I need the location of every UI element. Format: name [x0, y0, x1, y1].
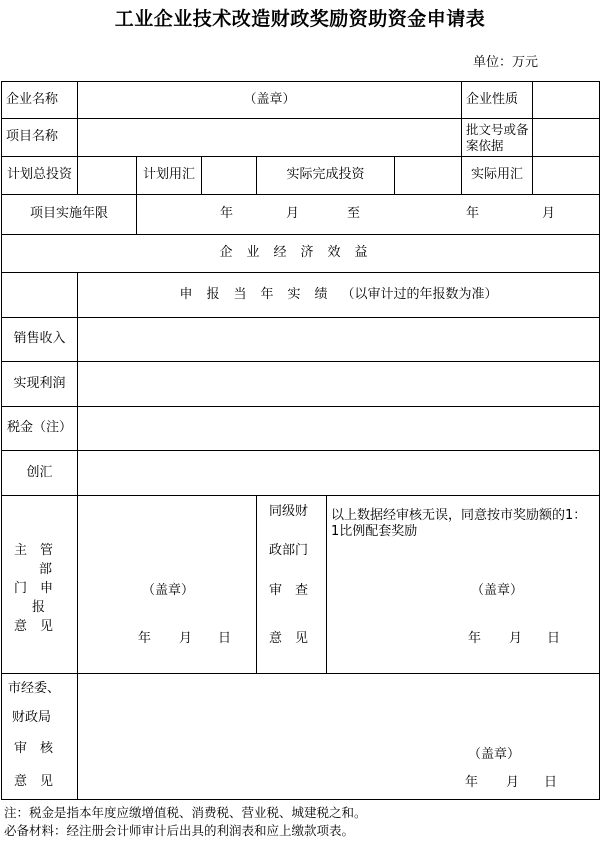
city-label-line1: 市经委、 [8, 681, 61, 696]
tax-field[interactable] [78, 407, 600, 451]
application-form-table [1, 81, 600, 800]
declare-header: 申报当年实绩 [179, 286, 342, 302]
planned-investment-field[interactable] [78, 157, 137, 195]
finance-label-line3: 审 查 [269, 583, 309, 598]
city-label-line2: 财政局 [12, 710, 52, 725]
actual-forex-field[interactable] [533, 157, 600, 195]
period-start-month: 月 [286, 206, 300, 221]
forex-earn-label: 创汇 [2, 451, 78, 496]
planned-forex-field[interactable] [202, 157, 257, 195]
city-review-label [2, 674, 78, 800]
dept-opinion-field[interactable] [78, 496, 257, 674]
period-start-year: 年 [220, 206, 234, 221]
dept-opinion-label [2, 496, 78, 674]
city-label-line3: 审 核 [14, 741, 54, 756]
dept-label-line1: 主 管 [14, 543, 54, 558]
company-nature-label: 企业性质 [462, 82, 533, 119]
dept-label-line3: 门 申 [14, 581, 54, 596]
actual-forex-label: 实际用汇 [462, 157, 533, 195]
row-benefit-header [2, 235, 600, 273]
row-tax [2, 407, 600, 451]
actual-investment-label: 实际完成投资 [257, 157, 395, 195]
declare-header-blank [2, 273, 78, 318]
finance-opinion-field[interactable] [327, 496, 600, 674]
planned-investment-label: 计划总投资 [2, 157, 78, 195]
finance-date-day: 日 [547, 631, 561, 646]
finance-opinion-label [257, 496, 327, 674]
company-name-field[interactable] [78, 82, 462, 119]
finance-date-year: 年 [468, 631, 482, 646]
row-city-review [2, 674, 600, 800]
row-opinions [2, 496, 600, 674]
city-seal: （盖章） [468, 747, 521, 762]
row-period [2, 195, 600, 235]
note-materials: 必备材料：经注册会计师审计后出具的利润表和应上缴款项表。 [4, 823, 355, 838]
dept-seal: （盖章） [142, 583, 195, 598]
finance-opinion-text: 以上数据经审核无误，同意按市奖励额的1：1比例配套奖励 [331, 508, 587, 540]
project-name-field[interactable] [78, 119, 462, 157]
row-project-name [2, 119, 600, 157]
row-company-name [2, 82, 600, 119]
company-name-label: 企业名称 [2, 82, 78, 119]
dept-date-year: 年 [138, 631, 152, 646]
period-field[interactable] [137, 195, 600, 235]
dept-label-line2: 部 [39, 562, 53, 577]
actual-investment-field[interactable] [395, 157, 462, 195]
row-investment [2, 157, 600, 195]
finance-label-line4: 意 见 [269, 631, 309, 646]
note-tax: 注：税金是指本年度应缴增值税、消费税、营业税、城建税之和。 [4, 805, 367, 820]
period-end-year: 年 [466, 206, 480, 221]
city-date-month: 月 [506, 775, 520, 790]
city-date-year: 年 [465, 775, 479, 790]
sales-field[interactable] [78, 318, 600, 362]
period-label: 项目实施年限 [2, 195, 137, 235]
finance-label-line1: 同级财 [269, 504, 309, 519]
declare-header-note: （以审计过的年报数为准） [341, 286, 498, 302]
forex-earn-field[interactable] [78, 451, 600, 496]
sales-label: 销售收入 [2, 318, 78, 362]
profit-field[interactable] [78, 362, 600, 407]
dept-label-line5: 意 见 [14, 619, 54, 634]
form-title: 工业企业技术改造财政奖励资助资金申请表 [114, 8, 486, 30]
dept-label-line4: 报 [32, 600, 46, 615]
dept-date-month: 月 [179, 631, 193, 646]
row-forex-earn [2, 451, 600, 496]
city-review-field[interactable] [78, 674, 600, 800]
company-nature-field[interactable] [533, 82, 600, 119]
company-seal-text: （盖章） [243, 91, 296, 107]
finance-date-month: 月 [509, 631, 523, 646]
planned-forex-label: 计划用汇 [137, 157, 202, 195]
project-name-label: 项目名称 [2, 119, 78, 157]
row-sales [2, 318, 600, 362]
city-date-day: 日 [544, 775, 558, 790]
footnotes [4, 804, 367, 840]
city-label-line4: 意 见 [14, 774, 54, 789]
approval-basis-label: 批文号或备案依据 [462, 119, 533, 157]
finance-label-line2: 政部门 [269, 543, 309, 558]
unit-label: 单位：万元 [472, 55, 538, 70]
declare-header-cell [78, 273, 600, 318]
dept-date-day: 日 [218, 631, 232, 646]
row-declare-header [2, 273, 600, 318]
approval-basis-field[interactable] [533, 119, 600, 157]
period-to: 至 [347, 206, 361, 221]
profit-label: 实现利润 [2, 362, 78, 407]
economic-benefit-header: 企业经济效益 [2, 235, 600, 273]
row-profit [2, 362, 600, 407]
finance-seal: （盖章） [471, 583, 524, 598]
period-end-month: 月 [542, 206, 556, 221]
tax-label: 税金（注） [2, 407, 78, 451]
